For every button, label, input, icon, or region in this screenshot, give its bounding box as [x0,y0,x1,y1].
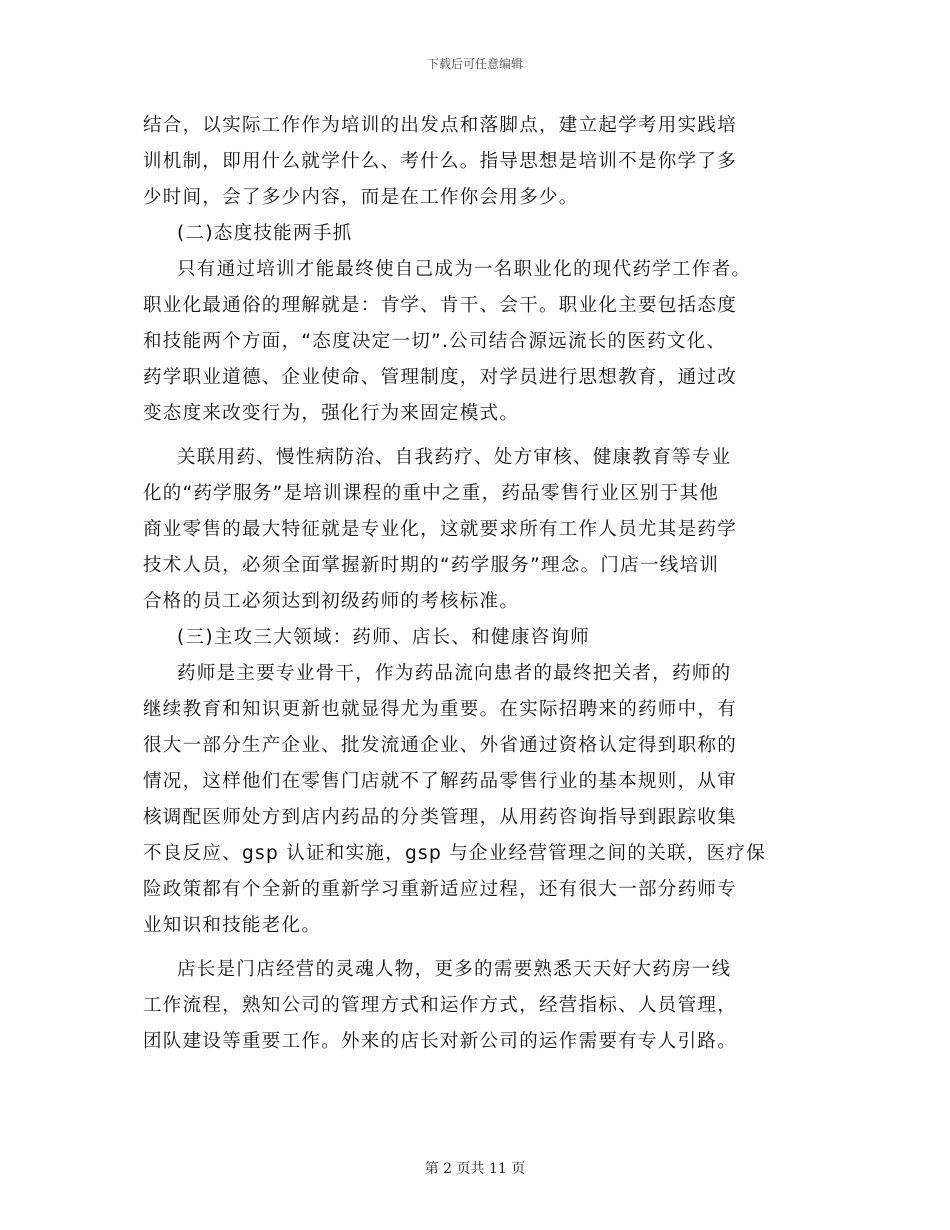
body-line: 药师是主要专业骨干，作为药品流向患者的最终把关者，药师的 [177,663,732,684]
body-line: 和技能两个方面，“态度决定一切”.公司结合源远流长的医药文化、 [143,331,727,352]
body-line: 技术人员，必须全面掌握新时期的“药学服务”理念。门店一线培训 [143,555,720,576]
body-line: 核调配医师处方到店内药品的分类管理，从用药咨询指导到跟踪收集 [143,807,738,828]
body-line: 险政策都有个全新的重新学习重新适应过程，还有很大一部分药师专 [143,879,738,900]
document-body [143,108,803,1060]
section-heading: (三)主攻三大领域：药师、店长、和健康咨询师 [177,627,591,648]
body-line: 变态度来改变行为，强化行为来固定模式。 [143,403,520,424]
body-line: 团队建设等重要工作。外来的店长对新公司的运作需要有专人引路。 [143,1031,738,1052]
body-line: 继续教育和知识更新也就显得尤为重要。在实际招聘来的药师中，有 [143,699,738,720]
body-line: 店长是门店经营的灵魂人物，更多的需要熟悉天天好大药房一线 [177,959,732,980]
body-line: 训机制，即用什么就学什么、考什么。指导思想是培训不是你学了多 [143,151,738,172]
body-line: 关联用药、慢性病防治、自我药疗、处方审核、健康教育等专业 [177,447,732,468]
page-header: 下载后可任意编辑 [426,57,523,71]
body-line: 商业零售的最大特征就是专业化，这就要求所有工作人员尤其是药学 [143,519,738,540]
body-line: 化的“药学服务”是培训课程的重中之重，药品零售行业区别于其他 [143,483,720,504]
body-line: 情况，这样他们在零售门店就不了解药品零售行业的基本规则，从审 [143,771,738,792]
body-line: 药学职业道德、企业使命、管理制度，对学员进行思想教育，通过改 [143,367,738,388]
body-line: 结合，以实际工作作为培训的出发点和落脚点，建立起学考用实践培 [143,115,738,136]
body-line: 合格的员工必须达到初级药师的考核标准。 [143,591,520,612]
body-line: 很大一部分生产企业、批发流通企业、外省通过资格认定得到职称的 [143,735,738,756]
body-line: 工作流程，熟知公司的管理方式和运作方式，经营指标、人员管理， [143,995,738,1016]
body-line: 只有通过培训才能最终使自己成为一名职业化的现代药学工作者。 [177,259,752,280]
section-heading: (二)态度技能两手抓 [177,223,353,244]
body-line: 职业化最通俗的理解就是：肯学、肯干、会干。职业化主要包括态度 [143,295,738,316]
body-line: 业知识和技能老化。 [143,915,322,936]
body-line: 少时间，会了多少内容，而是在工作你会用多少。 [143,187,579,208]
body-line: 不良反应、gsp 认证和实施，gsp 与企业经营管理之间的关联，医疗保 [143,843,767,864]
page-number: 第 2 页共 11 页 [424,1161,526,1177]
